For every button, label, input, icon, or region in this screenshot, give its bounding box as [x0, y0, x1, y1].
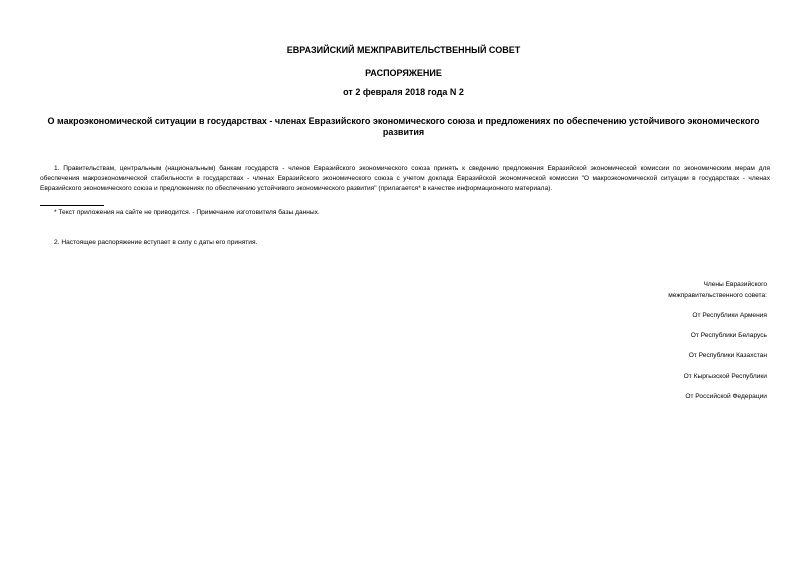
signatories-heading-line-1: Члены Евразийского: [703, 281, 767, 288]
signatory-russia: От Российской Федерации: [685, 393, 767, 400]
signatory-armenia: От Республики Армения: [692, 312, 767, 319]
council-title: ЕВРАЗИЙСКИЙ МЕЖПРАВИТЕЛЬСТВЕННЫЙ СОВЕТ: [286, 45, 521, 55]
document-date-number: от 2 февраля 2018 года N 2: [343, 87, 464, 97]
document-subject: О макроэкономической ситуации в государствах - членах Евразийского экономического союза и предложениях по обеспечению устойчивого экономического развития: [47, 116, 760, 137]
signatory-belarus: От Республики Беларусь: [690, 332, 767, 339]
paragraph-2: 2. Настоящее распоряжение вступает в силу с даты его принятия.: [54, 239, 258, 246]
footnote-divider: [40, 205, 104, 206]
paragraph-1: 1. Правительствам, центральным (национальным) банкам государств - членов Евразийского экономического союза принять к сведению предложения Евразийской экономической комиссии по экономическим мерам для обеспечения макроэкономической стабильности в государствах - членах Евразийского экономического союза с учетом доклада Евразийской экономической комиссии "О макроэкономической ситуации в государствах - членах Евразийского экономического союза и предложениях по обеспечению устойчивого экономического развития" (прилагается* в качестве информационного материала).: [40, 165, 770, 193]
signatory-kazakhstan: От Республики Казахстан: [688, 352, 767, 359]
signatories-heading-line-2: межправительственного совета:: [668, 292, 767, 299]
signatory-kyrgyzstan: От Кыргызской Республики: [683, 373, 767, 380]
footnote: * Текст приложения на сайте не приводится. - Примечание изготовителя базы данных.: [54, 209, 320, 216]
document-type-title: РАСПОРЯЖЕНИЕ: [365, 68, 442, 78]
